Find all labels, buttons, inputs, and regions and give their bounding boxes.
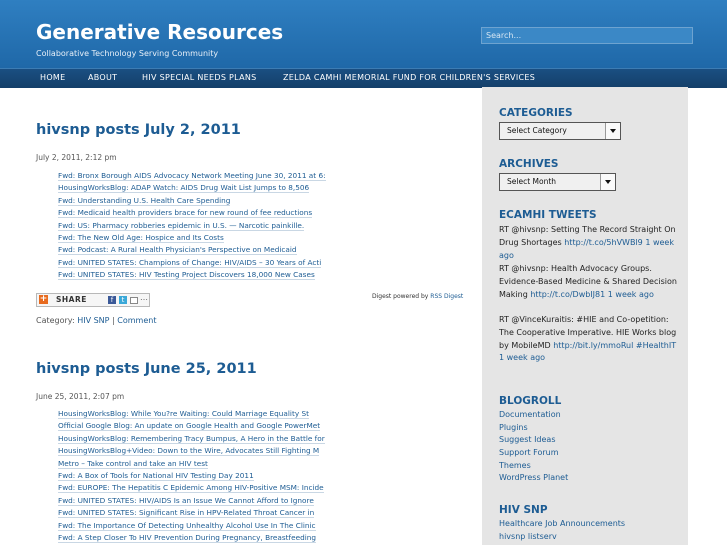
list-item[interactable]: HousingWorksBlog: Remembering Tracy Bumpus, A Hero in the Battle for <box>58 434 368 446</box>
chevron-down-icon <box>605 123 620 139</box>
list-item[interactable]: Fwd: US: Pharmacy robberies epidemic in U.S. — Narcotic painkille. <box>58 221 368 233</box>
tweet-time[interactable]: 1 week ago <box>607 289 654 299</box>
list-item[interactable]: HousingWorksBlog: While You?re Waiting: Could Marriage Equality St <box>58 409 368 421</box>
chevron-down-icon <box>600 174 615 190</box>
post-date: June 25, 2011, 2:07 pm <box>36 392 125 401</box>
archives-heading: ARCHIVES <box>499 158 559 170</box>
share-label: SHARE <box>56 295 87 304</box>
email-icon <box>130 297 138 304</box>
list-item[interactable]: Fwd: A Box of Tools for National HIV Testing Day 2011 <box>58 471 368 483</box>
sidebar <box>482 87 688 545</box>
share-button[interactable] <box>36 293 150 307</box>
post-date: July 2, 2011, 2:12 pm <box>36 153 117 162</box>
blogroll-link-plugins[interactable]: Plugins <box>499 423 528 432</box>
list-item[interactable]: Fwd: UNITED STATES: HIV/AIDS Is an Issue We Cannot Afford to Ignore <box>58 496 368 508</box>
list-item[interactable]: Fwd: Bronx Borough AIDS Advocacy Network Meeting June 30, 2011 at 6: <box>58 171 368 183</box>
blogroll-link-wordpress-planet[interactable]: WordPress Planet <box>499 473 569 482</box>
main-nav <box>0 68 727 88</box>
list-item[interactable]: Fwd: A Step Closer To HIV Prevention During Pregnancy, Breastfeeding <box>58 533 368 545</box>
category-link[interactable]: HIV SNP <box>77 316 110 325</box>
hiv-snp-link-listserv[interactable]: hivsnp listserv <box>499 532 557 541</box>
nav-home[interactable]: HOME <box>40 73 66 82</box>
facebook-icon: f <box>108 296 116 304</box>
rss-digest-link[interactable]: RSS Digest <box>430 293 464 300</box>
list-item[interactable]: Fwd: UNITED STATES: Champions of Change: HIV/AIDS – 30 Years of Acti <box>58 258 368 270</box>
twitter-icon: t <box>119 296 127 304</box>
tweet-time[interactable]: 1 week ago <box>499 237 674 260</box>
site-title[interactable]: Generative Resources <box>36 20 284 44</box>
blogroll-link-themes[interactable]: Themes <box>499 461 531 470</box>
post-title[interactable]: hivsnp posts July 2, 2011 <box>36 122 241 138</box>
categories-heading: CATEGORIES <box>499 107 573 119</box>
list-item[interactable]: Fwd: UNITED STATES: HIV Testing Project Discovers 18,000 New Cases <box>58 270 368 282</box>
blogroll-link-suggest-ideas[interactable]: Suggest Ideas <box>499 435 556 444</box>
archive-select[interactable]: Select Month <box>499 173 616 191</box>
list-item[interactable]: Fwd: The Importance Of Detecting Unhealthy Alcohol Use In The Clinic <box>58 521 368 533</box>
post-item-list <box>58 409 368 545</box>
tweets-heading: ECAMHI TWEETS <box>499 209 597 221</box>
list-item[interactable]: HousingWorksBlog: ADAP Watch: AIDS Drug Wait List Jumps to 8,506 <box>58 183 368 195</box>
more-icon: … <box>140 293 148 302</box>
tweet-link[interactable]: http://t.co/DwbIJ81 <box>530 289 606 299</box>
tweet-link[interactable]: http://bit.ly/mmoRul #HealthIT <box>553 340 677 350</box>
list-item[interactable]: Fwd: UNITED STATES: Significant Rise in HPV-Related Throat Cancer in <box>58 508 368 520</box>
post-item-list <box>58 171 368 283</box>
search-input[interactable] <box>481 27 693 44</box>
post-category: Category: HIV SNP | Comment <box>36 316 157 325</box>
nav-zelda-camhi-fund[interactable]: ZELDA CAMHI MEMORIAL FUND FOR CHILDREN'S SERVICES <box>283 73 536 82</box>
tweet-item: RT @hivsnp: Setting The Record Straight On Drug Shortages http://t.co/5hVWBl9 1 week ago <box>499 225 676 260</box>
list-item[interactable]: Fwd: Medicaid health providers brace for new round of fee reductions <box>58 208 368 220</box>
blogroll-link-support-forum[interactable]: Support Forum <box>499 448 559 457</box>
list-item[interactable]: Fwd: The New Old Age: Hospice and Its Costs <box>58 233 368 245</box>
blogroll-link-documentation[interactable]: Documentation <box>499 410 561 419</box>
hiv-snp-link-job-announcements[interactable]: Healthcare Job Announcements <box>499 519 626 528</box>
list-item[interactable]: HousingWorksBlog+Video: Down to the Wire, Advocates Still Fighting M <box>58 446 368 458</box>
list-item[interactable]: Fwd: Understanding U.S. Health Care Spending <box>58 196 368 208</box>
plus-icon: + <box>39 294 48 304</box>
list-item[interactable]: Metro – Take control and take an HIV test <box>58 459 368 471</box>
list-item[interactable]: Official Google Blog: An update on Google Health and Google PowerMet <box>58 421 368 433</box>
list-item[interactable]: Fwd: Podcast: A Rural Health Physician's Perspective on Medicaid <box>58 245 368 257</box>
tweet-time[interactable]: 1 week ago <box>499 353 546 363</box>
tweet-item: RT @hivsnp: Health Advocacy Groups. Evidence-Based Medicine & Shared Decision Making http://t.co/DwbIJ81 1 week ago <box>499 264 677 299</box>
list-item[interactable]: Fwd: EUROPE: The Hepatitis C Epidemic Among HIV-Positive MSM: Incide <box>58 483 368 495</box>
site-description: Collaborative Technology Serving Community <box>36 49 219 58</box>
category-select[interactable]: Select Category <box>499 122 621 140</box>
digest-credit: Digest powered by RSS Digest <box>372 293 464 300</box>
comment-link[interactable]: Comment <box>117 316 157 325</box>
blogroll-heading: BLOGROLL <box>499 395 562 407</box>
hiv-snp-heading: HIV SNP <box>499 504 548 516</box>
nav-hiv-special-needs-plans[interactable]: HIV SPECIAL NEEDS PLANS <box>142 73 257 82</box>
tweet-item: RT @VinceKuraitis: #HIE and Co-opetition: The Cooperative Imperative. HIE Works blog by MobileMD http://bit.ly/mmoRul #HealthIT 1 week ago <box>499 315 677 363</box>
nav-about[interactable]: ABOUT <box>88 73 118 82</box>
tweet-link[interactable]: http://t.co/5hVWBl9 <box>564 237 643 247</box>
site-header <box>0 0 727 68</box>
post-title[interactable]: hivsnp posts June 25, 2011 <box>36 361 257 377</box>
